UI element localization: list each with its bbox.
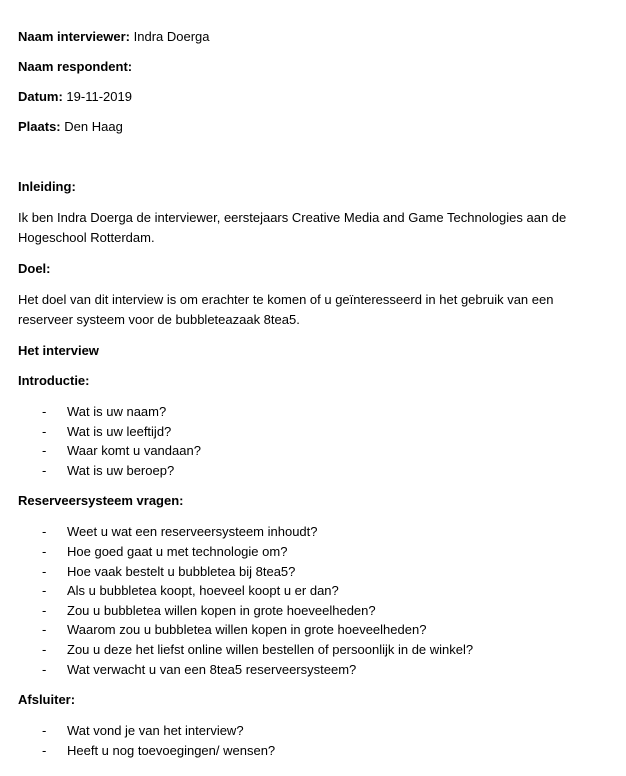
list-item: - Hoe goed gaat u met technologie om? <box>18 542 606 562</box>
list-item: - Wat is uw leeftijd? <box>18 422 606 442</box>
list-item: - Hoe vaak bestelt u bubbletea bij 8tea5? <box>18 562 606 582</box>
list-item: - Wat vond je van het interview? <box>18 721 606 741</box>
reserveer-list <box>18 522 606 679</box>
list-item: - Wat is uw beroep? <box>18 461 606 481</box>
reserveer-heading: Reserveersysteem vragen: <box>18 493 184 509</box>
interview-heading: Het interview <box>18 343 99 358</box>
field-label: Datum: <box>18 89 63 104</box>
field-value: 19-11-2019 <box>66 89 132 104</box>
field-interviewer <box>18 28 606 46</box>
introductie-heading: Introductie: <box>18 373 90 388</box>
spacer <box>18 148 606 178</box>
field-respondent <box>18 58 606 76</box>
field-value: Den Haag <box>64 119 123 134</box>
field-label: Naam interviewer: <box>18 29 130 44</box>
inleiding-heading: Inleiding: <box>18 179 76 194</box>
doel-heading: Doel: <box>18 261 51 276</box>
list-item: - Heeft u nog toevoegingen/ wensen? <box>18 741 606 761</box>
list-item: - Wat is uw naam? <box>18 402 606 422</box>
field-label: Plaats: <box>18 119 61 134</box>
list-item: - Als u bubbletea koopt, hoeveel koopt u er dan? <box>18 581 606 601</box>
list-item: - Wat verwacht u van een 8tea5 reserveersysteem? <box>18 660 606 680</box>
field-place <box>18 118 606 136</box>
list-item: - Waarom zou u bubbletea willen kopen in grote hoeveelheden? <box>18 620 606 640</box>
list-item: - Zou u bubbletea willen kopen in grote hoeveelheden? <box>18 601 606 621</box>
afsluiter-list <box>18 721 606 760</box>
field-value: Indra Doerga <box>133 29 210 44</box>
introductie-list <box>18 402 606 480</box>
list-item: - Zou u deze het liefst online willen bestellen of persoonlijk in de winkel? <box>18 640 606 660</box>
field-date <box>18 88 606 106</box>
inleiding-text: Ik ben Indra Doerga de interviewer, eerstejaars Creative Media and Game Technologies aan de Hogeschool Rotterdam. <box>18 210 567 245</box>
list-item: - Waar komt u vandaan? <box>18 441 606 461</box>
field-label: Naam respondent: <box>18 59 133 74</box>
list-item: - Weet u wat een reserveersysteem inhoudt? <box>18 522 606 542</box>
afsluiter-heading: Afsluiter: <box>18 692 76 708</box>
doel-text: Het doel van dit interview is om erachter te komen of u geïnteresseerd in het gebruik van een reserveer systeem voor de bubbleteazaak 8tea5. <box>18 292 554 327</box>
